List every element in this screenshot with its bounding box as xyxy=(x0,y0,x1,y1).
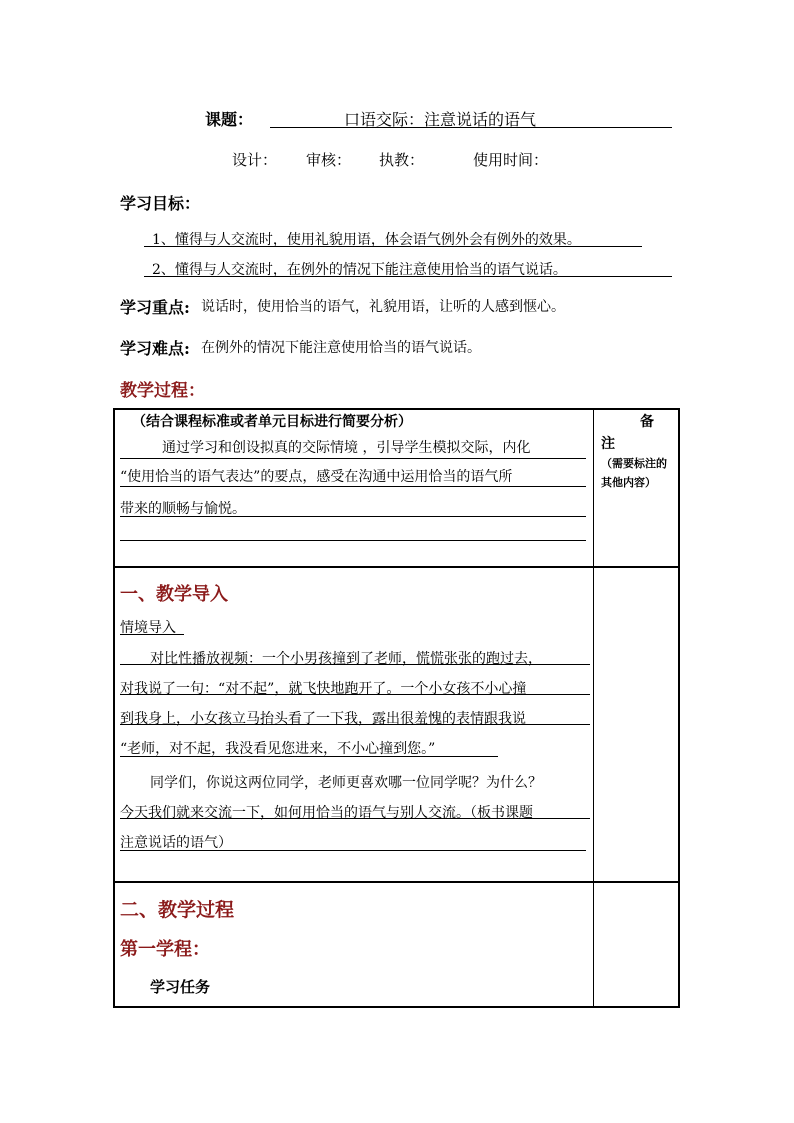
meta-time: 使用时间： xyxy=(473,151,549,169)
intro-underline-7 xyxy=(120,850,586,851)
intro-underline-4 xyxy=(120,756,498,757)
intro-line-6: 今天我们就来交流一下，如何用恰当的语气与别人交流。（板书课题 xyxy=(120,805,533,821)
analysis-line-1: 通过学习和创设拟真的交际情境 ，引导学生模拟交际，内化 xyxy=(162,440,531,456)
focus-text: 说话时，使用恰当的语气，礼貌用语，让听的人感到惬心。 xyxy=(201,299,565,315)
intro-line-4: “老师，对不起，我没看见您进来，不小心撞到您。” xyxy=(120,741,436,757)
analysis-underline-3 xyxy=(120,516,586,517)
analysis-underline-4 xyxy=(120,540,586,541)
objective-1: 1、懂得与人交流时，使用礼貌用语，体会语气例外会有例外的效果。 xyxy=(152,232,581,248)
table-border-top xyxy=(113,408,680,410)
notes-hint-2: 其他内容） xyxy=(601,476,656,489)
process-task: 学习任务 xyxy=(150,978,211,996)
title-label: 课题： xyxy=(205,110,254,129)
intro-line-1: 对比性播放视频：一个小男孩撞到了老师，慌慌张张的跑过去， xyxy=(150,651,542,667)
intro-sub: 情境导入 xyxy=(120,620,176,636)
meta-design: 设计： xyxy=(232,151,278,169)
meta-review: 审核： xyxy=(306,151,352,169)
notes-hint-1: （需要标注的 xyxy=(601,457,667,470)
objective-2: 2、懂得与人交流时，在例外的情况下能注意使用恰当的语气说话。 xyxy=(152,262,567,278)
intro-underline-3 xyxy=(120,724,590,725)
intro-line-5: 同学们，你说这两位同学，老师更喜欢哪一位同学呢？为什么？ xyxy=(150,775,542,791)
objectives-heading: 学习目标： xyxy=(120,194,201,213)
analysis-underline-1 xyxy=(120,458,586,459)
table-border-left xyxy=(113,408,115,1008)
intro-line-7: 注意说话的语气） xyxy=(120,835,232,851)
intro-underline-1 xyxy=(120,664,590,665)
intro-underline-6 xyxy=(120,818,590,819)
table-border-right xyxy=(678,408,680,1008)
notes-title-1: 备 xyxy=(640,414,654,430)
intro-line-3: 到我身上，小女孩立马抬头看了一下我，露出很羞愧的表情跟我说 xyxy=(120,711,526,727)
difficulty-text: 在例外的情况下能注意使用恰当的语气说话。 xyxy=(201,340,481,356)
table-row-divider-2 xyxy=(113,881,680,883)
difficulty-label: 学习难点: xyxy=(120,339,190,358)
process-step: 第一学程： xyxy=(120,939,210,960)
process-row-heading: 二、教学过程 xyxy=(120,899,235,921)
intro-sub-underline xyxy=(120,634,184,635)
notes-title-2: 注 xyxy=(601,436,615,452)
intro-heading: 一、教学导入 xyxy=(120,584,228,605)
title-value: 口语交际：注意说话的语气 xyxy=(344,110,537,129)
focus-label: 学习重点: xyxy=(120,298,190,317)
title-underline xyxy=(270,127,672,128)
table-border-bottom xyxy=(113,1006,680,1008)
intro-line-2: 对我说了一句：“对不起”，就飞快地跑开了。一个小女孩不小心撞 xyxy=(120,681,527,697)
objective-2-underline xyxy=(144,276,672,277)
table-row-divider-1 xyxy=(113,566,680,568)
process-heading: 教学过程： xyxy=(120,381,205,401)
analysis-line-3: 带来的顺畅与愉悦。 xyxy=(120,501,246,517)
intro-underline-2 xyxy=(120,694,590,695)
analysis-underline-2 xyxy=(120,486,586,487)
objective-1-underline xyxy=(144,246,642,247)
analysis-line-2: “使用恰当的语气表达”的要点，感受在沟通中运用恰当的语气所 xyxy=(120,469,513,485)
table-column-divider xyxy=(593,408,594,1008)
analysis-title: （结合课程标准或者单元目标进行简要分析） xyxy=(132,414,412,430)
meta-teach: 执教： xyxy=(379,151,425,169)
